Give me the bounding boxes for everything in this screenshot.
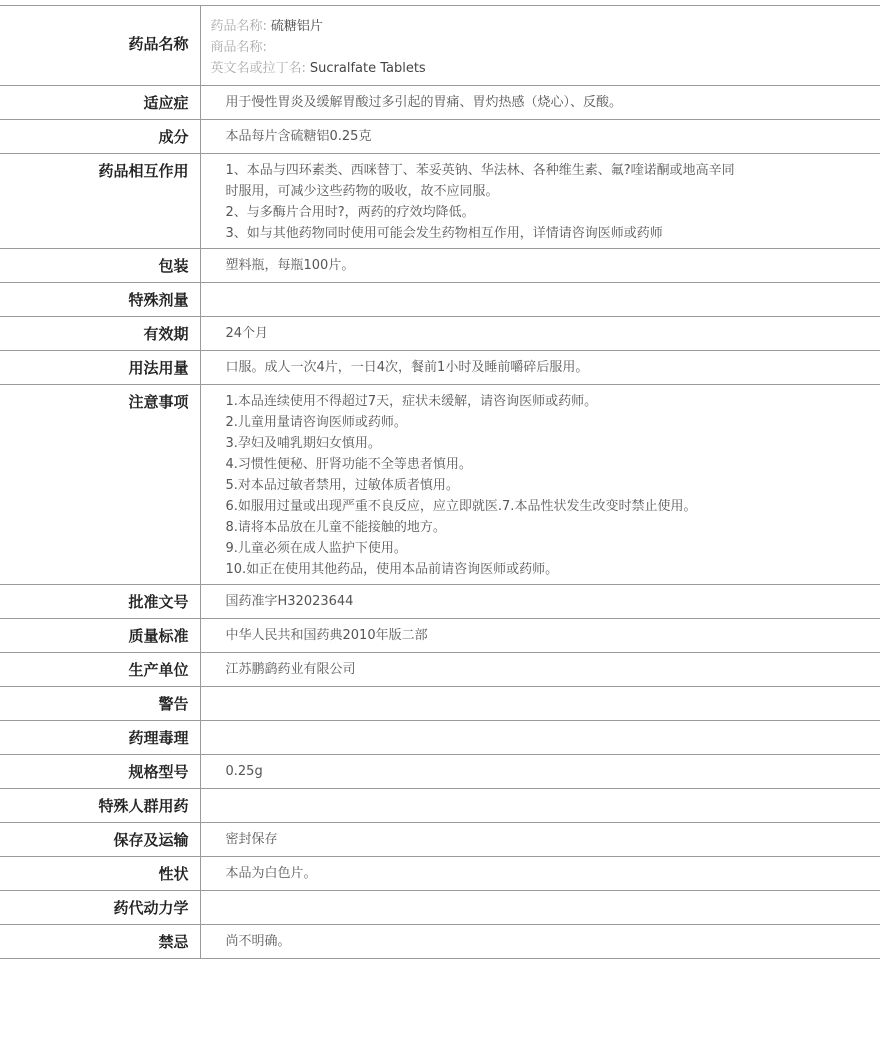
row-value — [200, 283, 880, 317]
table-row — [0, 789, 880, 823]
row-value — [200, 619, 880, 653]
row-value — [200, 351, 880, 385]
row-label: 特殊剂量 — [0, 283, 200, 317]
value-line: 3.孕妇及哺乳期妇女慎用。 — [225, 436, 381, 451]
table-row — [0, 857, 880, 891]
table-row — [0, 755, 880, 789]
value-line: 用于慢性胃炎及缓解胃酸过多引起的胃痛、胃灼热感（烧心）、反酸。 — [225, 95, 623, 110]
row-value — [200, 755, 880, 789]
row-value — [200, 857, 880, 891]
row-value — [200, 687, 880, 721]
row-label: 批准文号 — [0, 585, 200, 619]
value-line: 江苏鹏鹞药业有限公司 — [225, 662, 356, 677]
row-label: 性状 — [0, 857, 200, 891]
value-line: 2.儿童用量请咨询医师或药师。 — [225, 415, 407, 430]
table-row — [0, 925, 880, 959]
value-line: 1.本品连续使用不得超过7天，症状未缓解，请咨询医师或药师。 — [225, 394, 598, 409]
row-label: 特殊人群用药 — [0, 789, 200, 823]
row-value — [200, 653, 880, 687]
generic-name-value: 硫糖铝片 — [270, 19, 323, 34]
row-value — [200, 6, 880, 86]
value-line: 时服用，可减少这些药物的吸收，故不应同服。 — [225, 184, 499, 199]
table-row — [0, 385, 880, 585]
value-line: 9.儿童必须在成人监护下使用。 — [225, 541, 407, 556]
row-label: 生产单位 — [0, 653, 200, 687]
value-line — [226, 795, 880, 816]
row-value — [200, 823, 880, 857]
value-line: 尚不明确。 — [225, 934, 291, 949]
value-line — [226, 289, 880, 310]
row-label: 用法用量 — [0, 351, 200, 385]
row-value — [200, 891, 880, 925]
row-label: 注意事项 — [0, 385, 200, 585]
table-row — [0, 120, 880, 154]
value-line: 本品每片含硫糖铝0.25克 — [225, 129, 372, 144]
english-name-value: Sucralfate Tablets — [309, 61, 426, 76]
row-label: 质量标准 — [0, 619, 200, 653]
row-value — [200, 120, 880, 154]
value-line: 密封保存 — [225, 832, 278, 847]
table-row — [0, 687, 880, 721]
value-line: 4.习惯性便秘、肝肾功能不全等患者慎用。 — [225, 457, 472, 472]
value-line: 塑料瓶，每瓶100片。 — [225, 258, 355, 273]
row-value — [200, 154, 880, 249]
row-label: 适应症 — [0, 86, 200, 120]
row-label: 成分 — [0, 120, 200, 154]
value-line: 10.如正在使用其他药品，使用本品前请咨询医师或药师。 — [225, 562, 559, 577]
trade-name-key: 商品名称: — [210, 40, 267, 55]
row-drug-name — [0, 6, 880, 86]
trade-name-line — [211, 37, 880, 58]
table-row — [0, 283, 880, 317]
value-line: 0.25g — [225, 764, 263, 779]
row-label: 药品相互作用 — [0, 154, 200, 249]
table-row — [0, 891, 880, 925]
table-row — [0, 249, 880, 283]
english-name-key: 英文名或拉丁名: — [210, 61, 306, 76]
row-value — [200, 249, 880, 283]
value-line: 3、如与其他药物同时使用可能会发生药物相互作用，详情请咨询医师或药师 — [225, 226, 663, 241]
generic-name-key: 药品名称: — [210, 19, 267, 34]
english-name-line — [211, 58, 880, 79]
row-label: 有效期 — [0, 317, 200, 351]
value-line: 6.如服用过量或出现严重不良反应，应立即就医.7.本品性状发生改变时禁止使用。 — [225, 499, 697, 514]
value-line: 国药准字H32023644 — [225, 594, 354, 609]
value-line: 中华人民共和国药典2010年版二部 — [225, 628, 428, 643]
row-label: 规格型号 — [0, 755, 200, 789]
table-row — [0, 585, 880, 619]
row-value — [200, 585, 880, 619]
table-row — [0, 154, 880, 249]
value-line: 本品为白色片。 — [225, 866, 317, 881]
row-value — [200, 789, 880, 823]
value-line: 口服。成人一次4片，一日4次，餐前1小时及睡前嚼碎后服用。 — [225, 360, 589, 375]
value-line: 24个月 — [225, 326, 269, 341]
table-row — [0, 721, 880, 755]
table-row — [0, 351, 880, 385]
drug-spec-table — [0, 5, 880, 959]
value-line — [226, 897, 880, 918]
row-label: 保存及运输 — [0, 823, 200, 857]
row-label: 药品名称 — [0, 6, 200, 86]
value-line — [226, 693, 880, 714]
row-label: 警告 — [0, 687, 200, 721]
value-line: 8.请将本品放在儿童不能接触的地方。 — [225, 520, 446, 535]
table-row — [0, 619, 880, 653]
value-line: 1、本品与四环素类、西咪替丁、苯妥英钠、华法林、各种维生素、氟?喹诺酮或地高辛同 — [225, 163, 735, 178]
row-value — [200, 925, 880, 959]
row-value — [200, 385, 880, 585]
row-label: 药理毒理 — [0, 721, 200, 755]
table-row — [0, 653, 880, 687]
row-value — [200, 86, 880, 120]
table-row — [0, 86, 880, 120]
value-line: 2、与多酶片合用时?，两药的疗效均降低。 — [225, 205, 475, 220]
row-label: 药代动力学 — [0, 891, 200, 925]
row-label: 包装 — [0, 249, 200, 283]
row-value — [200, 317, 880, 351]
table-row — [0, 317, 880, 351]
row-value — [200, 721, 880, 755]
value-line — [226, 727, 880, 748]
table-row — [0, 823, 880, 857]
spec-table-body — [0, 6, 880, 959]
generic-name-line — [211, 16, 880, 37]
value-line: 5.对本品过敏者禁用，过敏体质者慎用。 — [225, 478, 459, 493]
row-label: 禁忌 — [0, 925, 200, 959]
